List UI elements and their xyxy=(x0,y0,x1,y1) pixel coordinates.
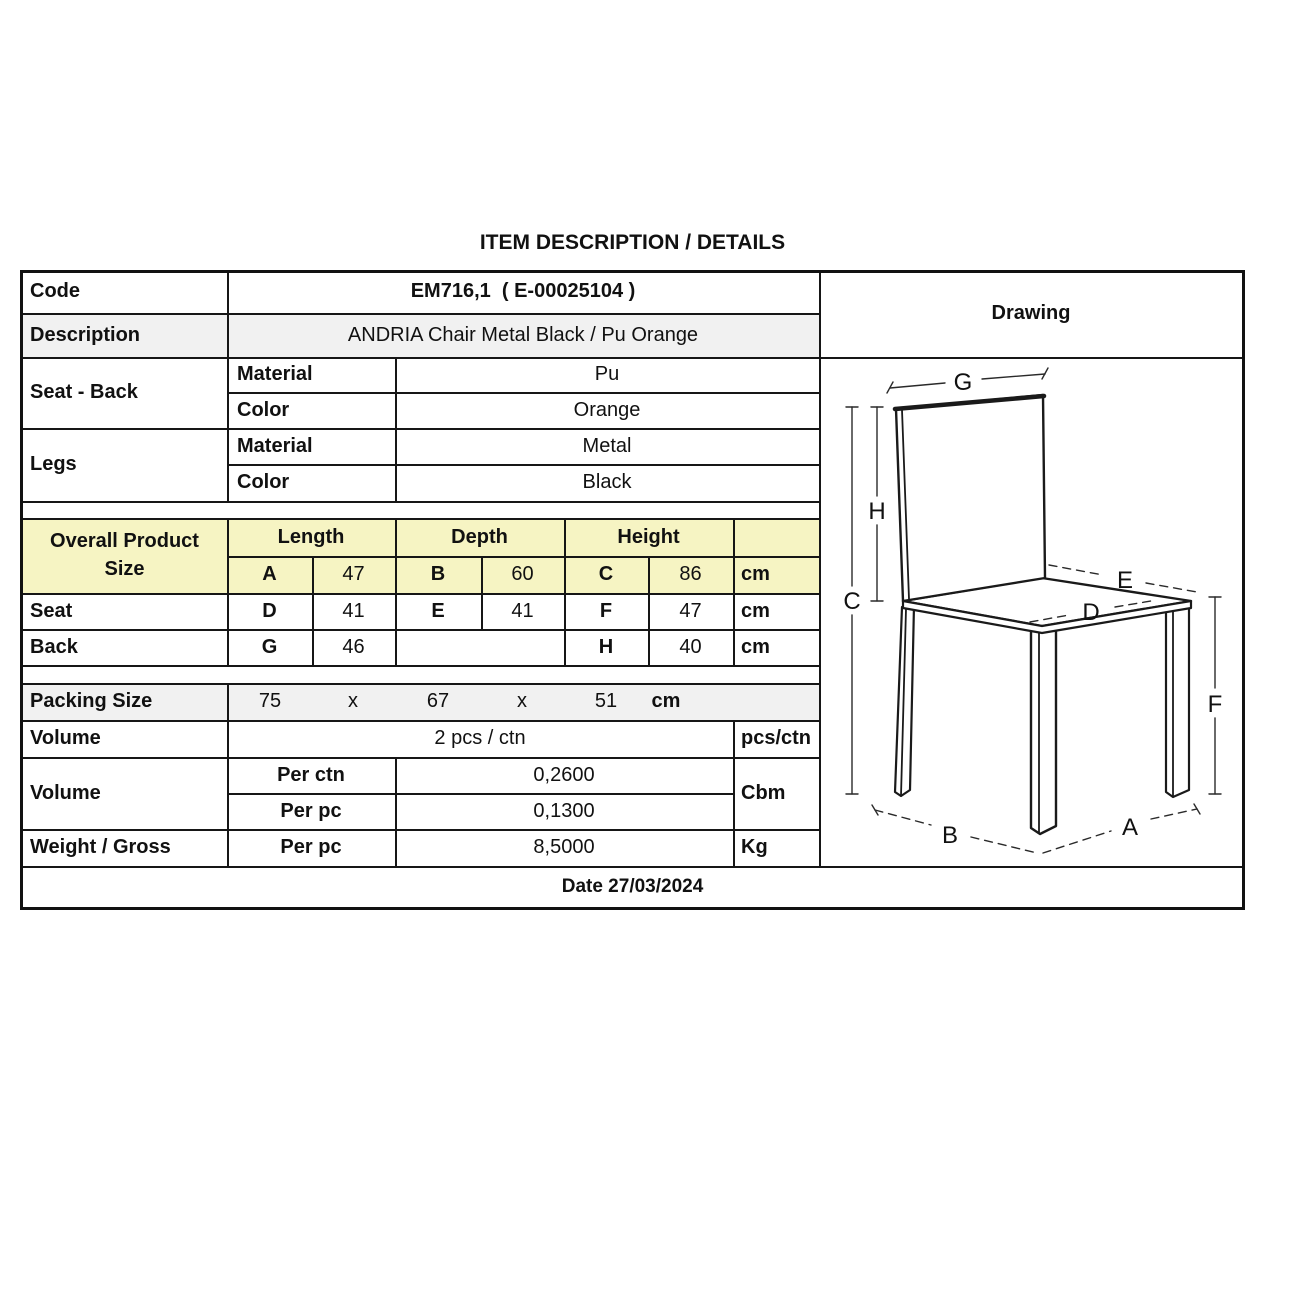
legs-material-value: Metal xyxy=(582,434,632,457)
page-title: ITEM DESCRIPTION / DETAILS xyxy=(479,230,786,254)
code-label: Code xyxy=(30,280,80,302)
volume-pcs-unit: pcs/ctn xyxy=(741,727,812,749)
seat-length-key: D xyxy=(262,599,277,622)
grid-line xyxy=(20,501,819,503)
volume-cbm-unit: Cbm xyxy=(741,781,786,804)
back-height-key: H xyxy=(598,635,614,658)
seat-back-label: Seat - Back xyxy=(30,381,138,403)
code-value: EM716,1 ( E-00025104 ) xyxy=(410,280,636,302)
weight-value: 8,5000 xyxy=(533,836,595,858)
back-length-value: 46 xyxy=(342,635,365,658)
chair-back-panel xyxy=(895,395,1045,601)
back-length-key: G xyxy=(261,635,278,658)
per-pc-value: 0,1300 xyxy=(533,799,595,822)
seat-depth-value: 41 xyxy=(511,599,534,622)
seat-depth-key: E xyxy=(431,599,445,622)
dim-label-f: F xyxy=(1207,691,1223,718)
overall-label-line2: Size xyxy=(104,558,145,580)
grid-line xyxy=(20,665,819,667)
packing-size-label: Packing Size xyxy=(30,690,153,712)
date-stamp: Date 27/03/2024 xyxy=(561,876,704,898)
back-height-value: 40 xyxy=(679,635,702,658)
seat-back-color-label: Color xyxy=(237,398,290,421)
seat-length-value: 41 xyxy=(342,599,365,622)
packing-x-2: x xyxy=(517,690,527,712)
overall-length-value: 47 xyxy=(342,563,365,585)
seat-unit: cm xyxy=(741,599,770,622)
legs-color-value: Black xyxy=(582,471,632,493)
dim-label-e: E xyxy=(1116,567,1134,594)
overall-unit: cm xyxy=(741,563,770,585)
overall-product-size-label xyxy=(22,518,227,593)
chair-drawing xyxy=(819,357,1243,865)
seat-back-color-value: Orange xyxy=(573,398,641,421)
overall-height-value: 86 xyxy=(679,563,702,585)
dim-label-a: A xyxy=(1121,814,1139,841)
back-row-label: Back xyxy=(30,635,78,658)
weight-gross-label: Weight / Gross xyxy=(30,836,171,858)
seat-back-material-label: Material xyxy=(237,363,313,385)
seat-height-value: 47 xyxy=(679,599,702,622)
volume-cbm-label: Volume xyxy=(30,781,101,804)
legs-material-label: Material xyxy=(237,434,313,457)
header-depth: Depth xyxy=(451,525,508,548)
packing-dim-1: 75 xyxy=(258,690,282,712)
dim-label-d: D xyxy=(1082,599,1100,626)
weight-unit: Kg xyxy=(741,836,768,858)
overall-height-key: C xyxy=(598,563,614,585)
volume-pcs-label: Volume xyxy=(30,727,101,749)
seat-row-label: Seat xyxy=(30,599,73,622)
chair-leg-front xyxy=(1031,628,1056,834)
overall-depth-value: 60 xyxy=(511,563,534,585)
header-height: Height xyxy=(617,525,680,548)
per-ctn-label: Per ctn xyxy=(277,763,345,786)
dim-label-c: C xyxy=(843,588,861,615)
legs-color-label: Color xyxy=(237,471,290,493)
packing-dim-2: 67 xyxy=(426,690,450,712)
chair-leg-back-left xyxy=(895,605,914,796)
description-value: ANDRIA Chair Metal Black / Pu Orange xyxy=(347,323,699,346)
volume-pcs-value: 2 pcs / ctn xyxy=(434,727,526,749)
per-ctn-value: 0,2600 xyxy=(533,763,595,786)
packing-x-1: x xyxy=(348,690,358,712)
header-length: Length xyxy=(277,525,345,548)
packing-unit: cm xyxy=(651,690,681,712)
dim-label-g: G xyxy=(953,369,973,396)
per-pc-label: Per pc xyxy=(280,799,342,822)
chair-leg-right xyxy=(1166,606,1189,797)
overall-label-line1: Overall Product xyxy=(50,530,199,552)
packing-dim-3: 51 xyxy=(594,690,618,712)
dim-label-h: H xyxy=(868,498,886,525)
seat-back-material-value: Pu xyxy=(594,363,620,385)
description-label: Description xyxy=(30,323,141,346)
overall-length-key: A xyxy=(262,563,277,585)
seat-height-key: F xyxy=(599,599,613,622)
overall-depth-key: B xyxy=(430,563,446,585)
back-unit: cm xyxy=(741,635,770,658)
drawing-title: Drawing xyxy=(991,302,1071,324)
legs-label: Legs xyxy=(30,453,77,475)
weight-per-pc-label: Per pc xyxy=(280,836,342,858)
dim-label-b: B xyxy=(941,822,959,849)
